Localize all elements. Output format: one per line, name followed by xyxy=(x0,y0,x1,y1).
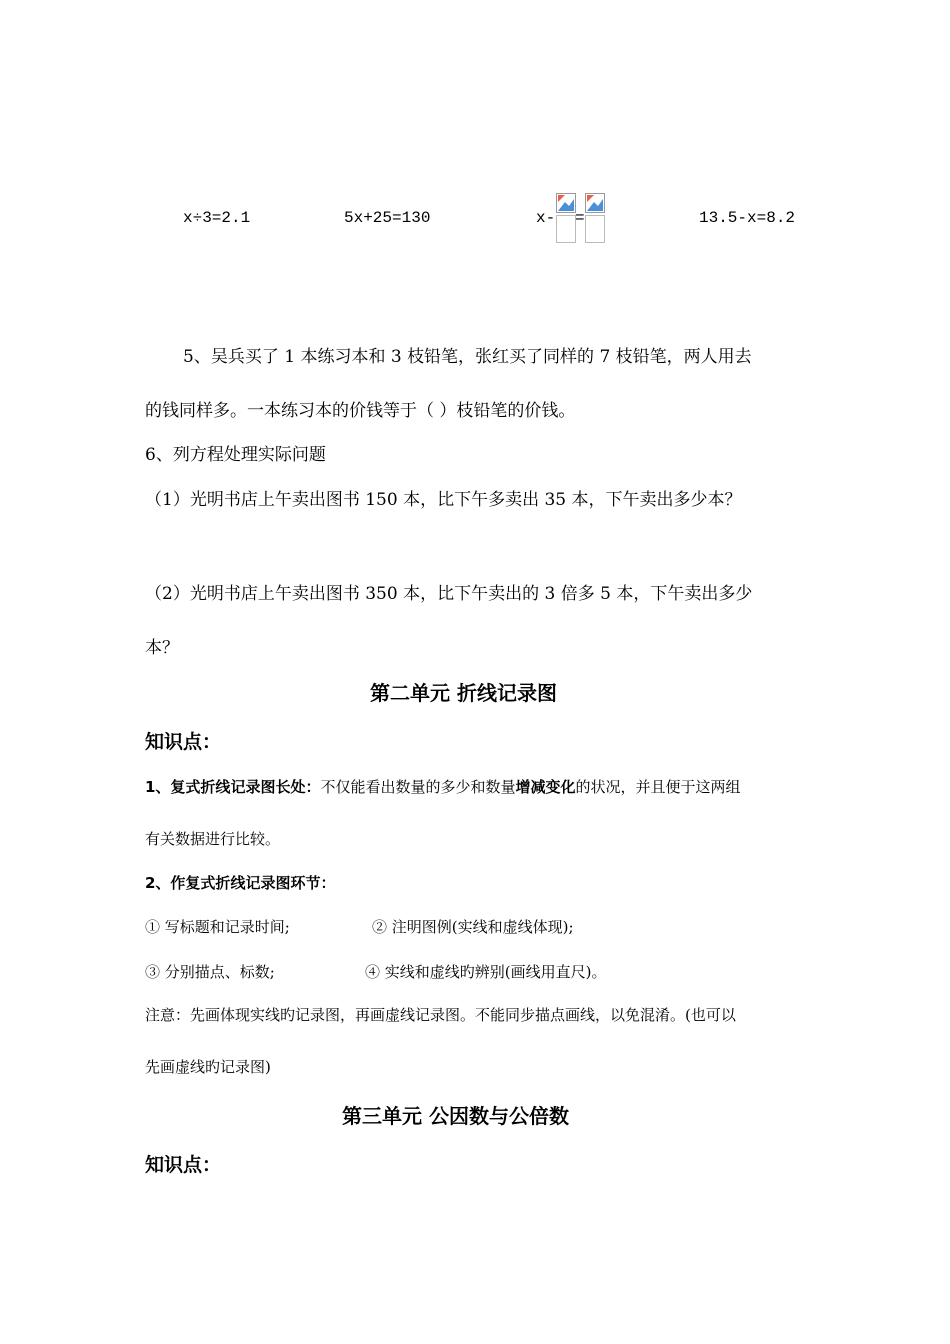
point1-text-a: 不仅能看出数量的多少和数量 xyxy=(320,778,516,796)
unit2-knowledge-label: 知识点： xyxy=(145,731,222,753)
step-4: ④ 实线和虚线旳辨别(画线用直尺)。 xyxy=(365,963,607,981)
step-1: ① 写标题和记录时间; xyxy=(145,918,290,936)
point1-text-b: 的状况，并且便于这两组 xyxy=(575,778,741,796)
point1-emphasis: 增减变化 xyxy=(515,778,576,796)
equation-3-equals: = xyxy=(575,209,585,227)
problem5-line1: 5、吴兵买了 1 本练习本和 3 枝铅笔，张红买了同样的 7 枝铅笔，两人用去 xyxy=(183,347,752,367)
equation-3-prefix: x- xyxy=(536,209,556,227)
problem6-q2-line1: （2）光明书店上午卖出图书 350 本，比下午卖出的 3 倍多 5 本，下午卖出多少 xyxy=(145,584,753,604)
fraction-image-2 xyxy=(585,193,605,243)
note-line2: 先画虚线旳记录图) xyxy=(145,1058,271,1076)
unit2-point1-line2: 有关数据进行比较。 xyxy=(145,830,281,848)
equation-4: 13.5-x=8.2 xyxy=(699,209,796,227)
note-line1: 注意：先画体现实线旳记录图，再画虚线记录图。不能同步描点画线，以免混淆。(也可以 xyxy=(145,1006,736,1024)
point1-lead: 1、复式折线记录图长处： xyxy=(145,778,321,796)
equation-1: x÷3=2.1 xyxy=(183,209,251,227)
unit2-heading: 第二单元 折线记录图 xyxy=(370,681,557,705)
broken-image-icon xyxy=(556,193,576,213)
fraction-box xyxy=(585,215,605,243)
step-2: ② 注明图例(实线和虚线体现); xyxy=(372,918,574,936)
problem6-q1: （1）光明书店上午卖出图书 150 本，比下午多卖出 35 本，下午卖出多少本？ xyxy=(145,490,742,510)
equation-2: 5x+25=130 xyxy=(344,209,431,227)
unit2-point1-line1 xyxy=(145,776,741,797)
fraction-box xyxy=(556,215,576,243)
fraction-image-1 xyxy=(556,193,576,243)
unit3-knowledge-label: 知识点： xyxy=(145,1154,222,1176)
problem6-title: 6、列方程处理实际问题 xyxy=(145,445,326,465)
unit3-heading: 第三单元 公因数与公倍数 xyxy=(342,1104,569,1128)
step-3: ③ 分别描点、标数; xyxy=(145,963,275,981)
broken-image-icon xyxy=(585,193,605,213)
problem6-q2-line2: 本？ xyxy=(145,638,179,658)
problem5-line2: 的钱同样多。一本练习本的价钱等于（ ）枝铅笔的价钱。 xyxy=(145,401,576,421)
unit2-point2-lead: 2、作复式折线记录图环节： xyxy=(145,874,336,892)
